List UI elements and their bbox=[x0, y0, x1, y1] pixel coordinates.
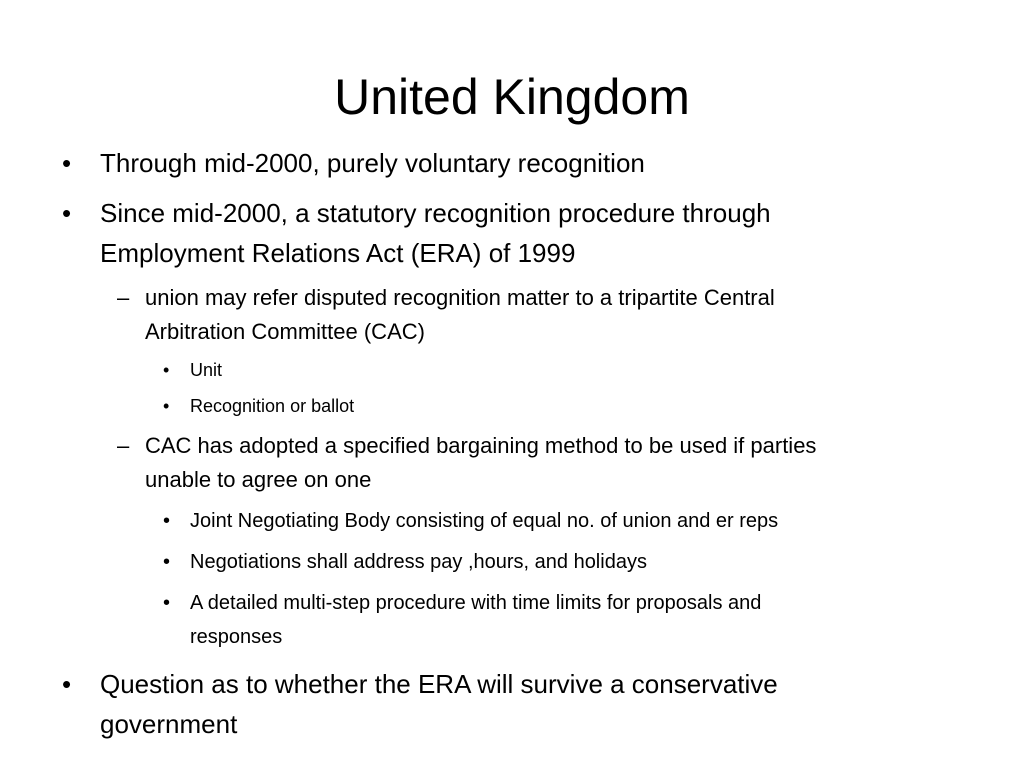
small-bullet-text: responses bbox=[190, 626, 283, 648]
small-bullet-marker: • bbox=[163, 592, 171, 614]
bullet-text: Since mid-2000, a statutory recognition procedure through bbox=[100, 198, 771, 228]
bullet-marker: • bbox=[62, 669, 72, 699]
bullet-text: Through mid-2000, purely voluntary recognition bbox=[100, 148, 645, 178]
small-bullet-marker: • bbox=[163, 360, 170, 380]
bullet-text: Question as to whether the ERA will survive a conservative bbox=[100, 669, 778, 699]
small-bullet-marker: • bbox=[163, 510, 171, 532]
bullet-text: government bbox=[100, 709, 238, 739]
dash-marker: – bbox=[117, 433, 130, 458]
bullet-text: Employment Relations Act (ERA) of 1999 bbox=[100, 238, 576, 268]
small-bullet-text: Recognition or ballot bbox=[190, 396, 355, 416]
small-bullet-text: Joint Negotiating Body consisting of equal no. of union and er reps bbox=[190, 510, 779, 532]
dash-marker: – bbox=[117, 285, 130, 310]
sub-bullet-text: unable to agree on one bbox=[145, 467, 372, 492]
small-bullet-marker: • bbox=[163, 551, 171, 573]
small-bullet-text: A detailed multi-step procedure with time limits for proposals and bbox=[190, 592, 762, 614]
bullet-marker: • bbox=[62, 198, 72, 228]
small-bullet-text: Negotiations shall address pay ,hours, and holidays bbox=[190, 551, 647, 573]
bullet-marker: • bbox=[62, 148, 72, 178]
slide-title: United Kingdom bbox=[334, 69, 690, 125]
sub-bullet-text: union may refer disputed recognition matter to a tripartite Central bbox=[145, 285, 775, 310]
sub-bullet-text: Arbitration Committee (CAC) bbox=[145, 319, 425, 344]
small-bullet-text: Unit bbox=[190, 360, 223, 380]
sub-bullet-text: CAC has adopted a specified bargaining method to be used if parties bbox=[145, 433, 817, 458]
small-bullet-marker: • bbox=[163, 396, 170, 416]
